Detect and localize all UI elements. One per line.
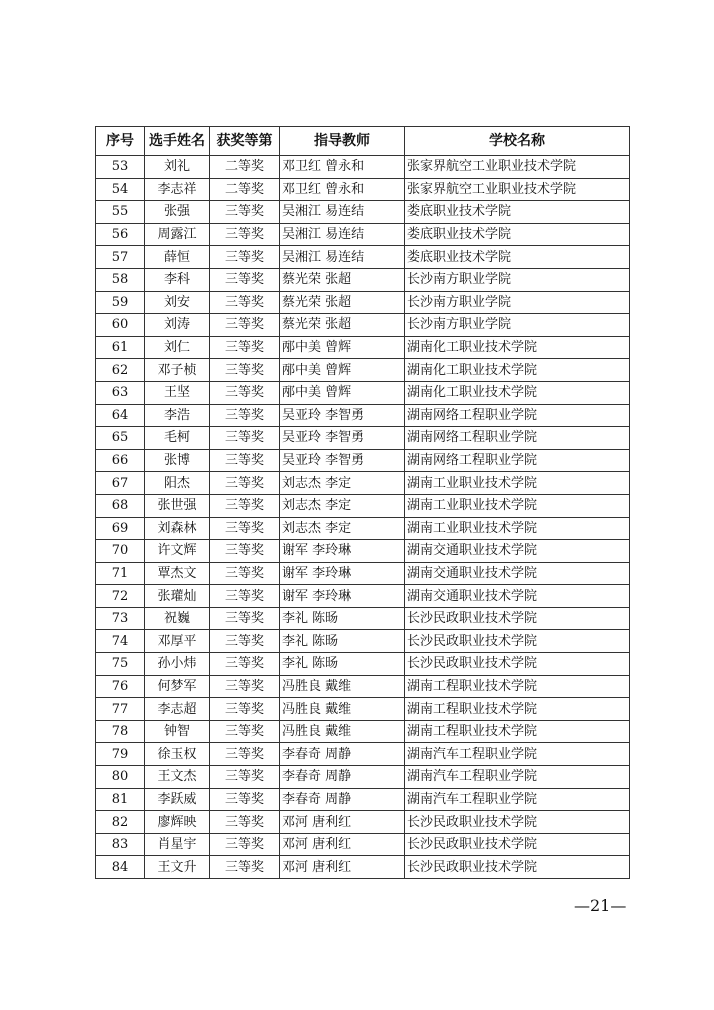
contestant-name-cell: 肖星宇 (145, 833, 210, 856)
table-row (96, 494, 630, 517)
contestant-name-cell: 覃杰文 (145, 562, 210, 585)
contestant-name-cell: 张强 (145, 201, 210, 224)
school-name-cell: 湖南工业职业技术学院 (405, 472, 630, 495)
table-row (96, 517, 630, 540)
award-level-cell: 三等奖 (210, 381, 280, 404)
serial-number-cell: 80 (96, 766, 145, 789)
instructor-cell: 邓卫红 曾永和 (280, 156, 405, 179)
instructor-cell: 吴湘江 易连结 (280, 201, 405, 224)
instructor-cell: 邴中美 曾辉 (280, 359, 405, 382)
serial-number-cell: 64 (96, 404, 145, 427)
table-row (96, 359, 630, 382)
table-row (96, 268, 630, 291)
instructor-cell: 李春奇 周静 (280, 788, 405, 811)
table-row (96, 720, 630, 743)
contestant-name-cell: 刘森林 (145, 517, 210, 540)
serial-number-cell: 55 (96, 201, 145, 224)
instructor-cell: 邓河 唐利红 (280, 833, 405, 856)
serial-number-cell: 67 (96, 472, 145, 495)
award-level-cell: 三等奖 (210, 268, 280, 291)
contestant-name-cell: 张瓘灿 (145, 585, 210, 608)
award-level-cell: 三等奖 (210, 788, 280, 811)
serial-number-cell: 82 (96, 811, 145, 834)
contestant-name-cell: 钟智 (145, 720, 210, 743)
contestant-name-cell: 徐玉权 (145, 743, 210, 766)
school-name-cell: 湖南交通职业技术学院 (405, 585, 630, 608)
table-row (96, 449, 630, 472)
instructor-cell: 邴中美 曾辉 (280, 381, 405, 404)
school-name-cell: 湖南化工职业技术学院 (405, 336, 630, 359)
school-name-cell: 湖南化工职业技术学院 (405, 381, 630, 404)
instructor-cell: 蔡光荣 张超 (280, 314, 405, 337)
instructor-cell: 吴湘江 易连结 (280, 223, 405, 246)
school-name-cell: 湖南工程职业技术学院 (405, 675, 630, 698)
instructor-cell: 吴湘江 易连结 (280, 246, 405, 269)
award-level-cell: 三等奖 (210, 856, 280, 879)
table-row (96, 427, 630, 450)
school-name-cell: 湖南工业职业技术学院 (405, 517, 630, 540)
table-row (96, 540, 630, 563)
school-name-cell: 湖南工业职业技术学院 (405, 494, 630, 517)
school-name-cell: 长沙南方职业学院 (405, 314, 630, 337)
serial-number-cell: 53 (96, 156, 145, 179)
table-row (96, 156, 630, 179)
award-level-cell: 三等奖 (210, 404, 280, 427)
award-level-cell: 三等奖 (210, 359, 280, 382)
instructor-cell: 谢军 李玲琳 (280, 562, 405, 585)
award-level-cell: 三等奖 (210, 336, 280, 359)
table-row (96, 607, 630, 630)
table-body (96, 156, 630, 879)
table-row (96, 675, 630, 698)
award-level-cell: 三等奖 (210, 698, 280, 721)
contestant-name-cell: 周露江 (145, 223, 210, 246)
school-name-cell: 湖南汽车工程职业学院 (405, 788, 630, 811)
serial-number-cell: 74 (96, 630, 145, 653)
table-row (96, 743, 630, 766)
header-award-level: 获奖等第 (210, 127, 280, 156)
award-level-cell: 三等奖 (210, 833, 280, 856)
table-row (96, 336, 630, 359)
school-name-cell: 长沙民政职业技术学院 (405, 811, 630, 834)
contestant-name-cell: 李志祥 (145, 178, 210, 201)
school-name-cell: 娄底职业技术学院 (405, 246, 630, 269)
contestant-name-cell: 李志超 (145, 698, 210, 721)
school-name-cell: 张家界航空工业职业技术学院 (405, 178, 630, 201)
award-level-cell: 三等奖 (210, 427, 280, 450)
serial-number-cell: 79 (96, 743, 145, 766)
school-name-cell: 长沙民政职业技术学院 (405, 833, 630, 856)
serial-number-cell: 60 (96, 314, 145, 337)
instructor-cell: 刘志杰 李定 (280, 517, 405, 540)
award-level-cell: 三等奖 (210, 720, 280, 743)
table-row (96, 630, 630, 653)
table-row (96, 246, 630, 269)
instructor-cell: 谢军 李玲琳 (280, 540, 405, 563)
instructor-cell: 李礼 陈旸 (280, 653, 405, 676)
header-school-name: 学校名称 (405, 127, 630, 156)
serial-number-cell: 61 (96, 336, 145, 359)
contestant-name-cell: 阳杰 (145, 472, 210, 495)
table-row (96, 404, 630, 427)
table-row (96, 223, 630, 246)
instructor-cell: 邓卫红 曾永和 (280, 178, 405, 201)
serial-number-cell: 81 (96, 788, 145, 811)
contestant-name-cell: 刘礼 (145, 156, 210, 179)
instructor-cell: 邓河 唐利红 (280, 811, 405, 834)
serial-number-cell: 58 (96, 268, 145, 291)
table-row (96, 291, 630, 314)
contestant-name-cell: 刘安 (145, 291, 210, 314)
instructor-cell: 谢军 李玲琳 (280, 585, 405, 608)
school-name-cell: 湖南工程职业技术学院 (405, 720, 630, 743)
serial-number-cell: 54 (96, 178, 145, 201)
serial-number-cell: 71 (96, 562, 145, 585)
contestant-name-cell: 李科 (145, 268, 210, 291)
instructor-cell: 吴亚玲 李智勇 (280, 404, 405, 427)
header-contestant-name: 选手姓名 (145, 127, 210, 156)
school-name-cell: 娄底职业技术学院 (405, 201, 630, 224)
page-number: —21— (574, 896, 627, 915)
serial-number-cell: 69 (96, 517, 145, 540)
serial-number-cell: 59 (96, 291, 145, 314)
table-row (96, 201, 630, 224)
table-row (96, 698, 630, 721)
contestant-name-cell: 李浩 (145, 404, 210, 427)
serial-number-cell: 63 (96, 381, 145, 404)
serial-number-cell: 68 (96, 494, 145, 517)
contestant-name-cell: 张世强 (145, 494, 210, 517)
serial-number-cell: 83 (96, 833, 145, 856)
table-row (96, 472, 630, 495)
school-name-cell: 湖南工程职业技术学院 (405, 698, 630, 721)
table-row (96, 788, 630, 811)
table-row (96, 856, 630, 879)
table-row (96, 811, 630, 834)
contestant-name-cell: 王文杰 (145, 766, 210, 789)
school-name-cell: 长沙南方职业学院 (405, 268, 630, 291)
school-name-cell: 长沙民政职业技术学院 (405, 630, 630, 653)
school-name-cell: 湖南交通职业技术学院 (405, 562, 630, 585)
serial-number-cell: 73 (96, 607, 145, 630)
award-level-cell: 三等奖 (210, 201, 280, 224)
serial-number-cell: 78 (96, 720, 145, 743)
award-level-cell: 三等奖 (210, 675, 280, 698)
serial-number-cell: 66 (96, 449, 145, 472)
contestant-name-cell: 祝巍 (145, 607, 210, 630)
instructor-cell: 吴亚玲 李智勇 (280, 427, 405, 450)
award-level-cell: 三等奖 (210, 766, 280, 789)
table-row (96, 766, 630, 789)
contestant-name-cell: 何梦军 (145, 675, 210, 698)
contestant-name-cell: 薛恒 (145, 246, 210, 269)
serial-number-cell: 84 (96, 856, 145, 879)
school-name-cell: 湖南汽车工程职业学院 (405, 766, 630, 789)
school-name-cell: 湖南交通职业技术学院 (405, 540, 630, 563)
school-name-cell: 湖南汽车工程职业学院 (405, 743, 630, 766)
school-name-cell: 湖南网络工程职业学院 (405, 427, 630, 450)
serial-number-cell: 56 (96, 223, 145, 246)
school-name-cell: 湖南网络工程职业学院 (405, 449, 630, 472)
school-name-cell: 长沙民政职业技术学院 (405, 653, 630, 676)
contestant-name-cell: 张博 (145, 449, 210, 472)
award-level-cell: 三等奖 (210, 811, 280, 834)
award-table (95, 126, 630, 879)
award-level-cell: 三等奖 (210, 223, 280, 246)
table-header-row (96, 127, 630, 156)
school-name-cell: 湖南化工职业技术学院 (405, 359, 630, 382)
instructor-cell: 李春奇 周静 (280, 743, 405, 766)
serial-number-cell: 75 (96, 653, 145, 676)
serial-number-cell: 57 (96, 246, 145, 269)
award-level-cell: 三等奖 (210, 314, 280, 337)
contestant-name-cell: 廖辉映 (145, 811, 210, 834)
award-level-cell: 三等奖 (210, 743, 280, 766)
table-row (96, 178, 630, 201)
table-row (96, 585, 630, 608)
contestant-name-cell: 刘涛 (145, 314, 210, 337)
instructor-cell: 邓河 唐利红 (280, 856, 405, 879)
instructor-cell: 冯胜良 戴维 (280, 675, 405, 698)
school-name-cell: 长沙民政职业技术学院 (405, 856, 630, 879)
award-level-cell: 三等奖 (210, 653, 280, 676)
school-name-cell: 张家界航空工业职业技术学院 (405, 156, 630, 179)
award-level-cell: 三等奖 (210, 494, 280, 517)
school-name-cell: 长沙民政职业技术学院 (405, 607, 630, 630)
award-level-cell: 三等奖 (210, 449, 280, 472)
award-level-cell: 三等奖 (210, 291, 280, 314)
award-level-cell: 三等奖 (210, 562, 280, 585)
contestant-name-cell: 邓子桢 (145, 359, 210, 382)
award-level-cell: 三等奖 (210, 517, 280, 540)
header-serial-number: 序号 (96, 127, 145, 156)
instructor-cell: 冯胜良 戴维 (280, 698, 405, 721)
instructor-cell: 李春奇 周静 (280, 766, 405, 789)
instructor-cell: 冯胜良 戴维 (280, 720, 405, 743)
header-instructor: 指导教师 (280, 127, 405, 156)
instructor-cell: 邴中美 曾辉 (280, 336, 405, 359)
contestant-name-cell: 许文辉 (145, 540, 210, 563)
instructor-cell: 蔡光荣 张超 (280, 291, 405, 314)
instructor-cell: 吴亚玲 李智勇 (280, 449, 405, 472)
serial-number-cell: 77 (96, 698, 145, 721)
contestant-name-cell: 王坚 (145, 381, 210, 404)
award-level-cell: 三等奖 (210, 630, 280, 653)
table-row (96, 381, 630, 404)
instructor-cell: 刘志杰 李定 (280, 472, 405, 495)
school-name-cell: 娄底职业技术学院 (405, 223, 630, 246)
school-name-cell: 长沙南方职业学院 (405, 291, 630, 314)
serial-number-cell: 76 (96, 675, 145, 698)
contestant-name-cell: 毛柯 (145, 427, 210, 450)
table-row (96, 833, 630, 856)
serial-number-cell: 70 (96, 540, 145, 563)
contestant-name-cell: 孙小炜 (145, 653, 210, 676)
contestant-name-cell: 刘仁 (145, 336, 210, 359)
award-level-cell: 二等奖 (210, 178, 280, 201)
award-level-cell: 三等奖 (210, 540, 280, 563)
contestant-name-cell: 王文升 (145, 856, 210, 879)
instructor-cell: 蔡光荣 张超 (280, 268, 405, 291)
contestant-name-cell: 邓厚平 (145, 630, 210, 653)
instructor-cell: 李礼 陈旸 (280, 630, 405, 653)
award-level-cell: 二等奖 (210, 156, 280, 179)
award-level-cell: 三等奖 (210, 246, 280, 269)
instructor-cell: 李礼 陈旸 (280, 607, 405, 630)
contestant-name-cell: 李跃威 (145, 788, 210, 811)
award-level-cell: 三等奖 (210, 472, 280, 495)
serial-number-cell: 72 (96, 585, 145, 608)
serial-number-cell: 65 (96, 427, 145, 450)
award-level-cell: 三等奖 (210, 607, 280, 630)
table-row (96, 314, 630, 337)
table-row (96, 562, 630, 585)
instructor-cell: 刘志杰 李定 (280, 494, 405, 517)
table-row (96, 653, 630, 676)
school-name-cell: 湖南网络工程职业学院 (405, 404, 630, 427)
award-level-cell: 三等奖 (210, 585, 280, 608)
serial-number-cell: 62 (96, 359, 145, 382)
